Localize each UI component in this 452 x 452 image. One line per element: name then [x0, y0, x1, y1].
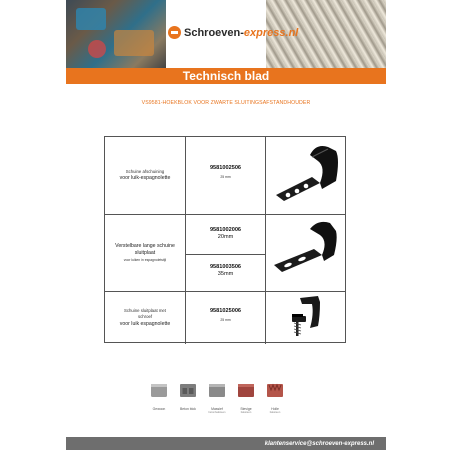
plain-wall-icon — [150, 381, 168, 399]
strike-plate-with-screw-image — [266, 292, 347, 344]
description-cell: Verstelbare lange schuine sluitplaat voor luiken in espagnoletstijl — [105, 215, 186, 291]
size-label: 35mm — [217, 271, 234, 277]
concrete-block-icon — [179, 381, 197, 399]
article-code: 9581002006 — [209, 227, 242, 233]
angled-bracket-image — [266, 137, 347, 215]
product-table — [104, 136, 346, 343]
code-cell — [186, 292, 266, 344]
size-label: 25 mm — [220, 175, 231, 179]
article-code: 9581003506 — [209, 264, 242, 270]
brand-logo[interactable] — [168, 26, 298, 39]
tools-photo — [66, 0, 166, 68]
product-image-cell — [266, 292, 347, 344]
technical-sheet — [66, 0, 386, 452]
product-image-cell — [266, 137, 347, 214]
material-item: Massief betonbaksteen — [206, 381, 228, 414]
size-label: 20mm — [217, 234, 234, 240]
code-cell — [186, 137, 266, 214]
base-materials — [148, 381, 304, 415]
long-strike-plate-image — [266, 215, 347, 292]
table-row — [105, 137, 345, 215]
table-row — [105, 292, 345, 344]
code-cell — [186, 215, 266, 291]
brick-icon — [237, 381, 255, 399]
material-item: Holle baksteen — [264, 381, 286, 414]
product-subtitle: VS9581-HOEKBLOK VOOR ZWARTE SLUITINGSAFSTANDHOUDER — [141, 100, 311, 106]
hollow-brick-icon — [266, 381, 284, 399]
logo-icon — [168, 26, 181, 39]
description-cell: Schuine afschuining voor luik-espagnolette — [105, 137, 186, 214]
header-banner — [66, 0, 386, 68]
title-bar — [66, 68, 386, 84]
brand-name: Schroeven-express.nl — [184, 26, 299, 39]
customer-service-email[interactable]: klantenservice@schroeven-express.nl — [264, 440, 374, 447]
size-label: 25 mm — [220, 318, 231, 322]
description-cell: Schuine sluitplaat met schroef voor luik espagnolette — [105, 292, 186, 344]
solid-brick-icon — [208, 381, 226, 399]
footer-bar — [66, 437, 386, 450]
table-row — [105, 215, 345, 292]
material-item: Stevige baksteen — [235, 381, 257, 414]
page-title: Technisch blad — [182, 69, 270, 83]
article-code: 9581002506 — [209, 165, 242, 171]
material-item: Gewoon — [148, 381, 170, 411]
material-item: Beton blok — [177, 381, 199, 411]
product-image-cell — [266, 215, 347, 291]
article-code: 9581025006 — [209, 308, 242, 314]
